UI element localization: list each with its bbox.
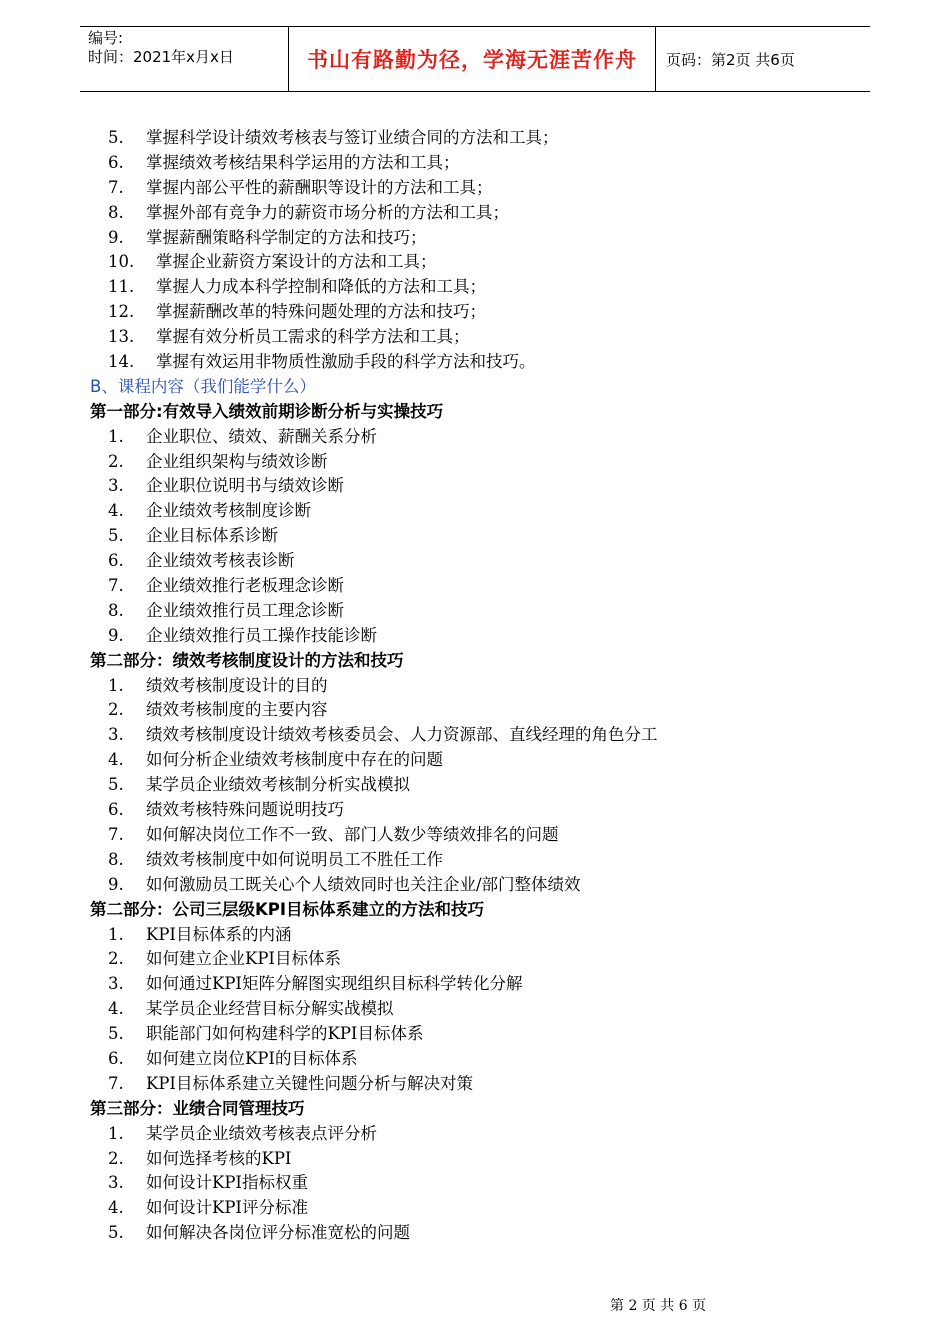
list-item: [0, 997, 950, 1022]
list-item-number: 10.: [108, 252, 135, 272]
list-item-text: 如何建立企业KPI目标体系: [146, 949, 341, 969]
list-item: [0, 823, 950, 848]
list-item-text: 掌握人力成本科学控制和降低的方法和工具；: [156, 277, 486, 297]
list-item: [0, 474, 950, 499]
page-header: [80, 26, 870, 92]
list-item: [0, 1147, 950, 1172]
list-item: [0, 425, 950, 450]
list-item: [0, 1196, 950, 1221]
list-item: [0, 947, 950, 972]
list-item: [0, 1171, 950, 1196]
list-item-number: 1.: [108, 426, 124, 446]
list-item-number: 3.: [108, 725, 124, 745]
list-item: [0, 226, 950, 251]
list-item: [0, 848, 950, 873]
list-item-number: 2.: [108, 451, 124, 471]
list-item: [0, 972, 950, 997]
list-item: [0, 698, 950, 723]
list-item-text: 绩效考核制度的主要内容: [146, 700, 328, 720]
list-item-number: 9.: [108, 625, 124, 645]
list-item: [0, 798, 950, 823]
list-item-text: 某学员企业经营目标分解实战模拟: [146, 999, 394, 1019]
list-item-number: 5.: [108, 1223, 124, 1243]
list-item-number: 9.: [108, 227, 124, 247]
list-item: [0, 201, 950, 226]
list-item-text: 掌握外部有竞争力的薪资市场分析的方法和工具；: [146, 202, 509, 222]
list-item: [0, 1221, 950, 1246]
list-item-text: 如何选择考核的KPI: [146, 1148, 292, 1168]
list-item: [0, 325, 950, 350]
list-item-number: 5.: [108, 1024, 124, 1044]
list-item-text: 如何设计KPI指标权重: [146, 1173, 308, 1193]
list-item: [0, 624, 950, 649]
list-item-number: 3.: [108, 974, 124, 994]
list-item: [0, 176, 950, 201]
list-item: [0, 748, 950, 773]
course-content-heading: B、课程内容（我们能学什么）: [90, 376, 316, 396]
list-item-number: 5.: [108, 526, 124, 546]
list-item: [0, 300, 950, 325]
list-item: [0, 549, 950, 574]
list-item-number: 11.: [108, 277, 135, 297]
list-item-text: 如何解决各岗位评分标准宽松的问题: [146, 1223, 410, 1243]
section-title: 第二部分：绩效考核制度设计的方法和技巧: [90, 650, 404, 670]
list-item-number: 7.: [108, 576, 124, 596]
list-item-text: 掌握有效分析员工需求的科学方法和工具；: [156, 327, 470, 347]
list-item-number: 6.: [108, 800, 124, 820]
list-item-text: 掌握企业薪资方案设计的方法和工具；: [156, 252, 437, 272]
list-item-number: 2.: [108, 1148, 124, 1168]
header-meta: [80, 27, 288, 91]
list-item-text: 企业绩效推行老板理念诊断: [146, 576, 344, 596]
list-item-text: 掌握科学设计绩效考核表与签订业绩合同的方法和工具；: [146, 128, 559, 147]
list-item-text: 企业绩效推行员工操作技能诊断: [146, 625, 377, 645]
list-item-number: 8.: [108, 849, 124, 869]
list-item-number: 4.: [108, 999, 124, 1019]
section-title: 第二部分：公司三层级KPI目标体系建立的方法和技巧: [90, 899, 485, 919]
list-item: [0, 1022, 950, 1047]
list-item-number: 8.: [108, 202, 124, 222]
list-item-number: 3.: [108, 1173, 124, 1193]
list-item-number: 14.: [108, 352, 135, 372]
list-item: [0, 499, 950, 524]
list-item-number: 1.: [108, 1123, 124, 1143]
list-item-number: 1.: [108, 924, 124, 944]
list-item-text: 如何激励员工既关心个人绩效同时也关注企业/部门整体绩效: [146, 874, 581, 894]
list-item-text: 企业绩效考核表诊断: [146, 551, 295, 571]
list-item-text: 如何通过KPI矩阵分解图实现组织目标科学转化分解: [146, 974, 523, 994]
list-item: [0, 350, 950, 375]
section-title: 第一部分:有效导入绩效前期诊断分析与实操技巧: [90, 401, 444, 421]
list-item-number: 1.: [108, 675, 124, 695]
list-item-text: 如何解决岗位工作不一致、部门人数少等绩效排名的问题: [146, 824, 559, 844]
list-item-number: 4.: [108, 1198, 124, 1218]
list-item-number: 13.: [108, 327, 135, 347]
list-item-text: 绩效考核制度设计绩效考核委员会、人力资源部、直线经理的角色分工: [146, 725, 658, 745]
page-footer: 第 2 页 共 6 页: [610, 1298, 707, 1314]
list-item-number: 8.: [108, 600, 124, 620]
list-item-text: 绩效考核制度设计的目的: [146, 675, 328, 695]
list-item-number: 6.: [108, 152, 124, 172]
list-item-text: KPI目标体系建立关键性问题分析与解决对策: [146, 1073, 473, 1093]
list-item: [0, 674, 950, 699]
list-item: [0, 275, 950, 300]
list-item-number: 3.: [108, 476, 124, 496]
list-item: [0, 1122, 950, 1147]
list-item-number: 7.: [108, 824, 124, 844]
list-item-text: 掌握薪酬策略科学制定的方法和技巧；: [146, 227, 427, 247]
list-item-number: 2.: [108, 949, 124, 969]
list-item: [0, 773, 950, 798]
list-item-text: 企业组织架构与绩效诊断: [146, 451, 328, 471]
list-item-text: 绩效考核制度中如何说明员工不胜任工作: [146, 849, 443, 869]
list-item-number: 5.: [108, 775, 124, 795]
list-item-text: 如何设计KPI评分标准: [146, 1198, 308, 1218]
list-item-number: 7.: [108, 177, 124, 197]
list-item: [0, 450, 950, 475]
list-item-text: 掌握薪酬改革的特殊问题处理的方法和技巧；: [156, 302, 486, 322]
list-item: [0, 524, 950, 549]
list-item-number: 9.: [108, 874, 124, 894]
list-item-text: 企业绩效推行员工理念诊断: [146, 600, 344, 620]
list-item-text: 掌握有效运用非物质性激励手段的科学方法和技巧。: [156, 352, 536, 372]
list-item: [0, 1047, 950, 1072]
header-page-code: 页码：第2页 共6页: [666, 50, 795, 69]
document-body: [0, 126, 950, 1246]
header-motto: 书山有路勤为径，学海无涯苦作舟: [288, 27, 656, 91]
list-item-number: 5.: [108, 128, 124, 147]
list-item-text: 某学员企业绩效考核表点评分析: [146, 1123, 377, 1143]
document-time-label: 时间：2021年x月x日: [88, 48, 234, 66]
list-item-number: 7.: [108, 1073, 124, 1093]
list-item-number: 12.: [108, 302, 135, 322]
section-title: 第三部分：业绩合同管理技巧: [90, 1098, 305, 1118]
list-item: [0, 151, 950, 176]
list-item-text: 企业职位、绩效、薪酬关系分析: [146, 426, 377, 446]
list-item-text: 职能部门如何构建科学的KPI目标体系: [146, 1024, 424, 1044]
list-item: [0, 873, 950, 898]
list-item: [0, 250, 950, 275]
list-item: [0, 574, 950, 599]
list-item: [0, 923, 950, 948]
list-item-number: 6.: [108, 551, 124, 571]
list-item-number: 2.: [108, 700, 124, 720]
list-item-text: 如何建立岗位KPI的目标体系: [146, 1048, 358, 1068]
list-item-number: 4.: [108, 501, 124, 521]
list-item-text: 某学员企业绩效考核制分析实战模拟: [146, 775, 410, 795]
list-item: [0, 1072, 950, 1097]
list-item-text: 企业绩效考核制度诊断: [146, 501, 311, 521]
list-item-text: 掌握绩效考核结果科学运用的方法和工具；: [146, 152, 460, 172]
list-item: [0, 723, 950, 748]
list-item-text: 掌握内部公平性的薪酬职等设计的方法和工具；: [146, 177, 493, 197]
list-item: [0, 599, 950, 624]
list-item: [0, 126, 950, 151]
list-item-text: 企业目标体系诊断: [146, 526, 278, 546]
list-item-number: 6.: [108, 1048, 124, 1068]
list-item-text: 企业职位说明书与绩效诊断: [146, 476, 344, 496]
list-item-text: KPI目标体系的内涵: [146, 924, 292, 944]
list-item-number: 4.: [108, 750, 124, 770]
list-item-text: 如何分析企业绩效考核制度中存在的问题: [146, 750, 443, 770]
list-item-text: 绩效考核特殊问题说明技巧: [146, 800, 344, 820]
document-number-label: 编号:: [88, 29, 124, 47]
